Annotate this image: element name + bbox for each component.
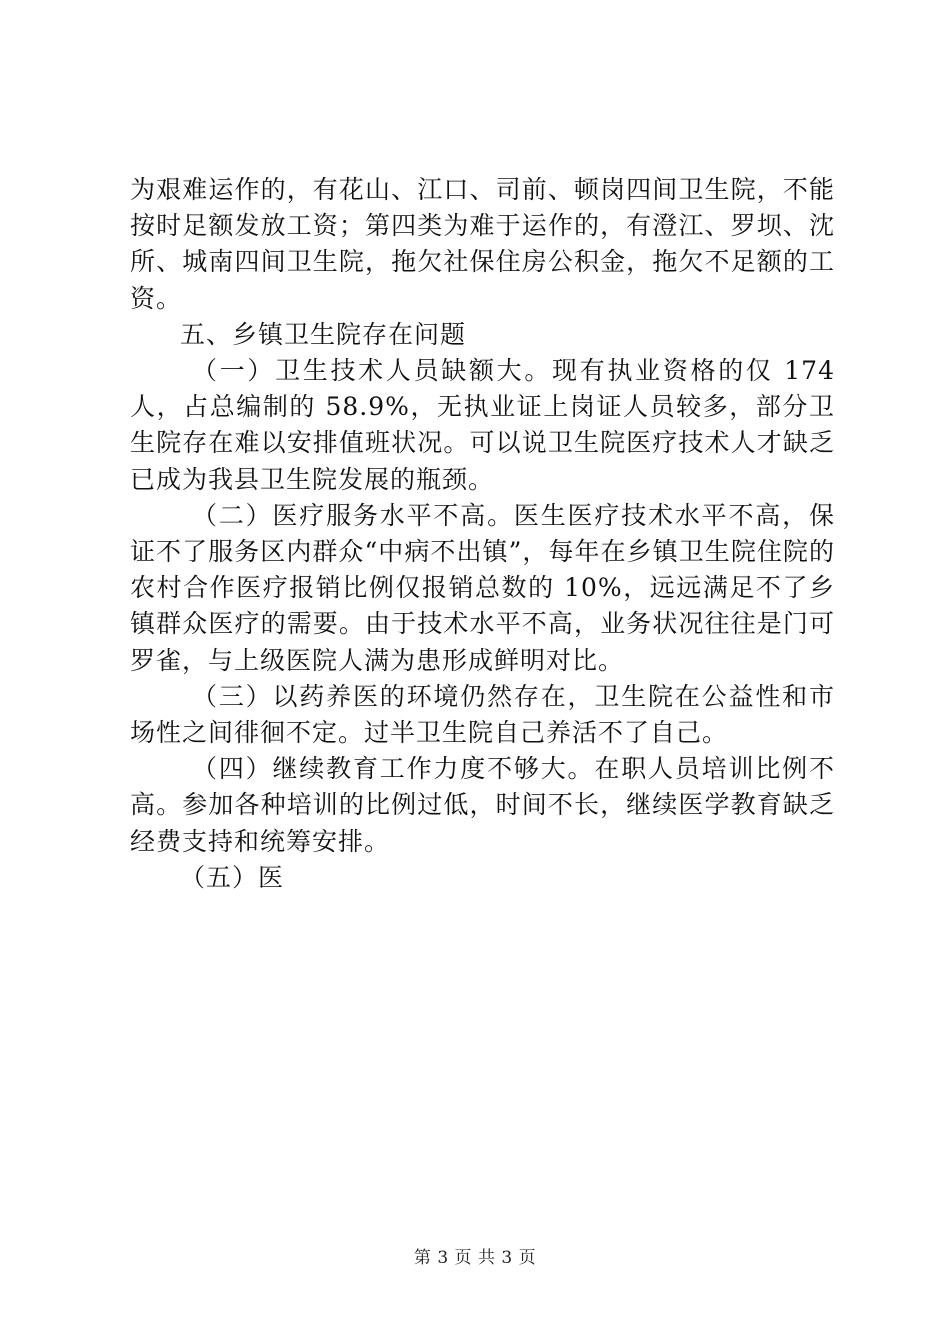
paragraph-continuation: 为艰难运作的，有花山、江口、司前、顿岗四间卫生院，不能按时足额发放工资；第四类为难于运作的，有澄江、罗坝、沈所、城南四间卫生院，拖欠社保住房公积金，拖欠不足额的工资。 xyxy=(130,175,835,313)
section-heading: 五、乡镇卫生院存在问题 xyxy=(180,319,467,349)
paragraph-item-5: （五）医 xyxy=(180,862,285,892)
page-footer: 第 3 页 共 3 页 xyxy=(413,1248,537,1268)
paragraph-item-4: （四）继续教育工作力度不够大。在职人员培训比例不高。参加各种培训的比例过低，时间不长，继续医学教育缺乏经费支持和统筹安排。 xyxy=(130,754,835,856)
document-body xyxy=(130,172,835,896)
paragraph-item-3: （三）以药养医的环境仍然存在，卫生院在公益性和市场性之间徘徊不定。过半卫生院自己养活不了自己。 xyxy=(130,681,835,748)
paragraph-item-2: （二）医疗服务水平不高。医生医疗技术水平不高，保证不了服务区内群众“中病不出镇”，每年在乡镇卫生院住院的农村合作医疗报销比例仅报销总数的 10%，远远满足不了乡镇群众医疗的需要。由于技术水平不高，业务状况往往是门可罗雀，与上级医院人满为患形成鲜明对比。 xyxy=(130,500,835,675)
paragraph-item-1: （一）卫生技术人员缺额大。现有执业资格的仅 174 人，占总编制的 58.9%，无执业证上岗证人员较多，部分卫生院存在难以安排值班状况。可以说卫生院医疗技术人才缺乏已成为我县卫生院发展的瓶颈。 xyxy=(130,356,835,494)
